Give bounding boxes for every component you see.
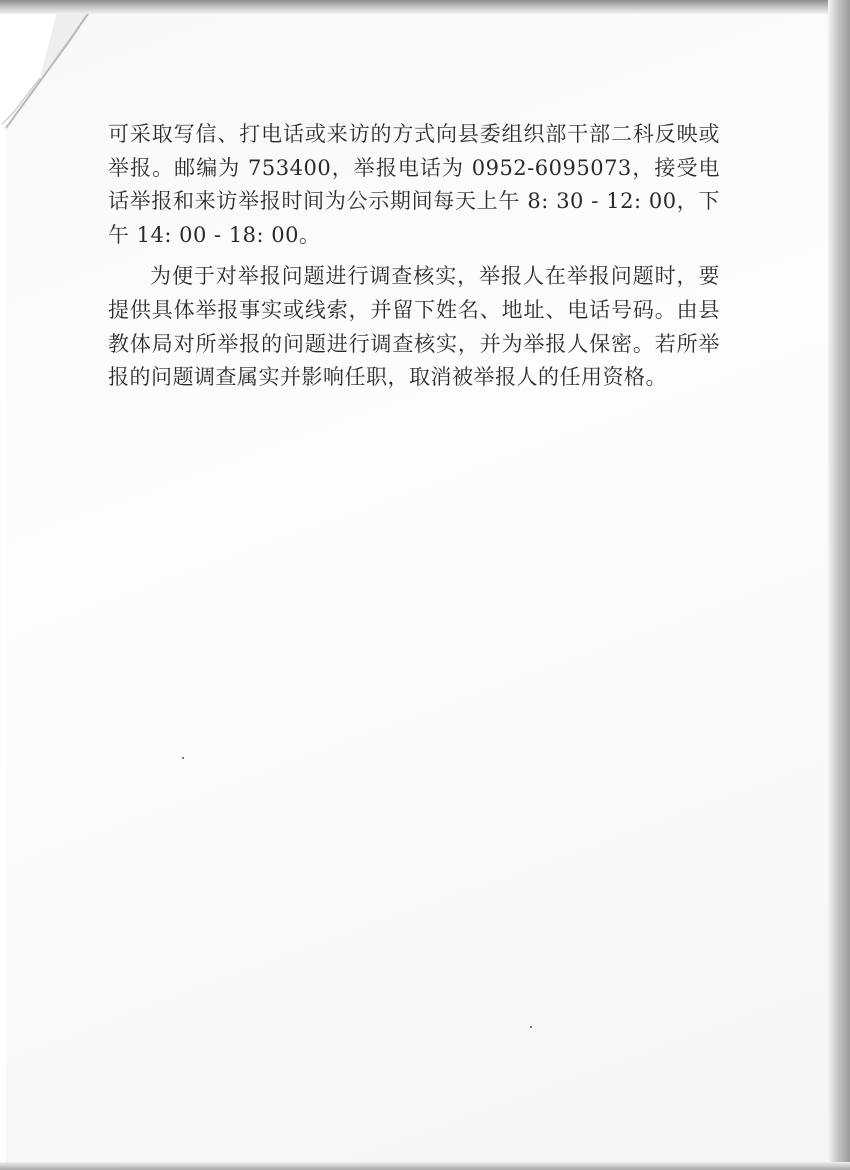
body-text [108, 118, 720, 403]
scan-speck [530, 1026, 532, 1028]
scanner-edge-bottom [0, 1162, 850, 1170]
folded-corner [0, 0, 120, 140]
scanner-edge-right [828, 0, 850, 1170]
scanner-edge-top [0, 0, 850, 14]
paragraph-reporting-methods: 可采取写信、打电话或来访的方式向县委组织部干部二科反映或举报。邮编为 753400，举报电话为 0952-6095073，接受电话举报和来访举报时间为公示期间每天上午 8: 30 - 12: 00，下午 14: 00 - 18: 00。 [108, 122, 720, 247]
scan-speck [182, 757, 184, 759]
paragraph-verification: 为便于对举报问题进行调查核实，举报人在举报问题时，要提供具体举报事实或线索，并留下姓名、地址、电话号码。由县教体局对所举报的问题进行调查核实，并为举报人保密。若所举报的问题调查属实并影响任职，取消被举报人的任用资格。 [108, 264, 720, 390]
